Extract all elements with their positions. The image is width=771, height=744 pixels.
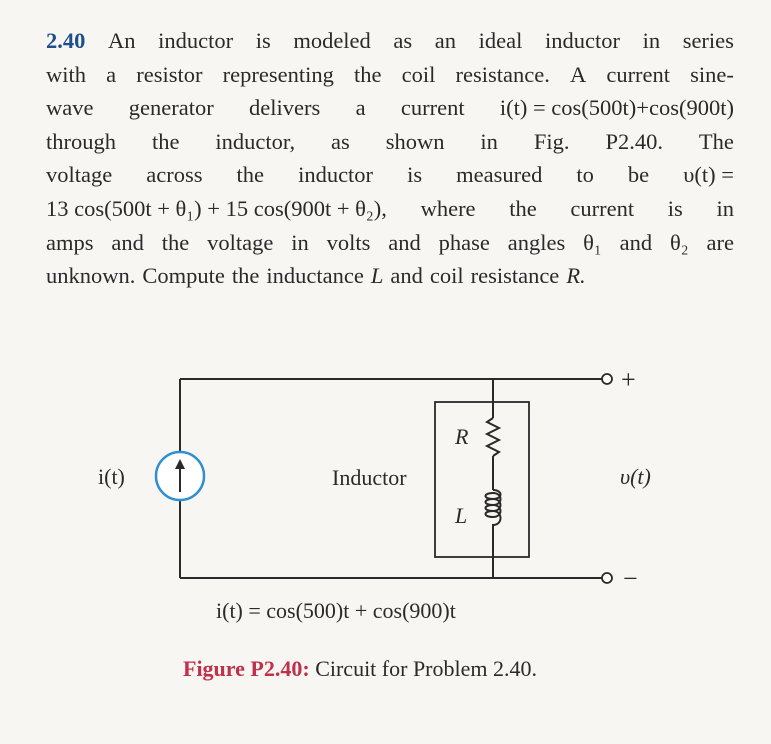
problem-line-1: 2.40 An inductor is modeled as an ideal inductor in series xyxy=(46,24,734,58)
terminal-minus xyxy=(602,573,612,583)
figure-label: Figure P2.40: xyxy=(183,656,310,681)
voltage-label: υ(t) xyxy=(620,464,651,489)
resistor-label: R xyxy=(455,424,469,449)
inductor-label: Inductor xyxy=(332,465,407,490)
problem-line-4: through the inductor, as shown in Fig. P2.40. The xyxy=(46,128,734,154)
problem-line-5: voltage across the inductor is measured to be υ(t) = xyxy=(46,158,734,192)
terminal-plus xyxy=(602,374,612,384)
problem-number: 2.40 xyxy=(46,28,86,53)
voltage-equation: 13 cos(500t + θ₁) + 15 cos(900t + θ₂), xyxy=(46,195,387,221)
problem-line-2: with a resistor representing the coil resistance. A current sine- xyxy=(46,61,734,87)
resistor-symbol xyxy=(487,418,499,456)
minus-sign: − xyxy=(623,564,638,593)
current-equation-inline: i(t) = cos(500t)+cos(900t) xyxy=(499,95,734,121)
figure-caption xyxy=(183,656,537,682)
inductance-label: L xyxy=(455,503,468,528)
problem-line-6: 13 cos(500t + θ₁) + 15 cos(900t + θ₂), where the current is in xyxy=(46,192,734,226)
voltage-lhs: υ(t) = xyxy=(683,162,734,188)
plus-sign: + xyxy=(621,365,636,394)
problem-line-7: amps and the voltage in volts and phase angles θ₁ and θ₂ are xyxy=(46,229,734,255)
problem-line-3: wave generator delivers a current i(t) = cos(500t)+cos(900t) xyxy=(46,91,734,125)
coil-symbol xyxy=(486,490,501,550)
inductor-box xyxy=(435,402,529,557)
figure-caption-text: Circuit for Problem 2.40. xyxy=(315,656,537,681)
problem-line-8: unknown. Compute the inductance L and coil resistance R. xyxy=(46,263,586,289)
source-label: i(t) xyxy=(98,464,125,489)
current-equation: i(t) = cos(500)t + cos(900)t xyxy=(216,598,456,623)
